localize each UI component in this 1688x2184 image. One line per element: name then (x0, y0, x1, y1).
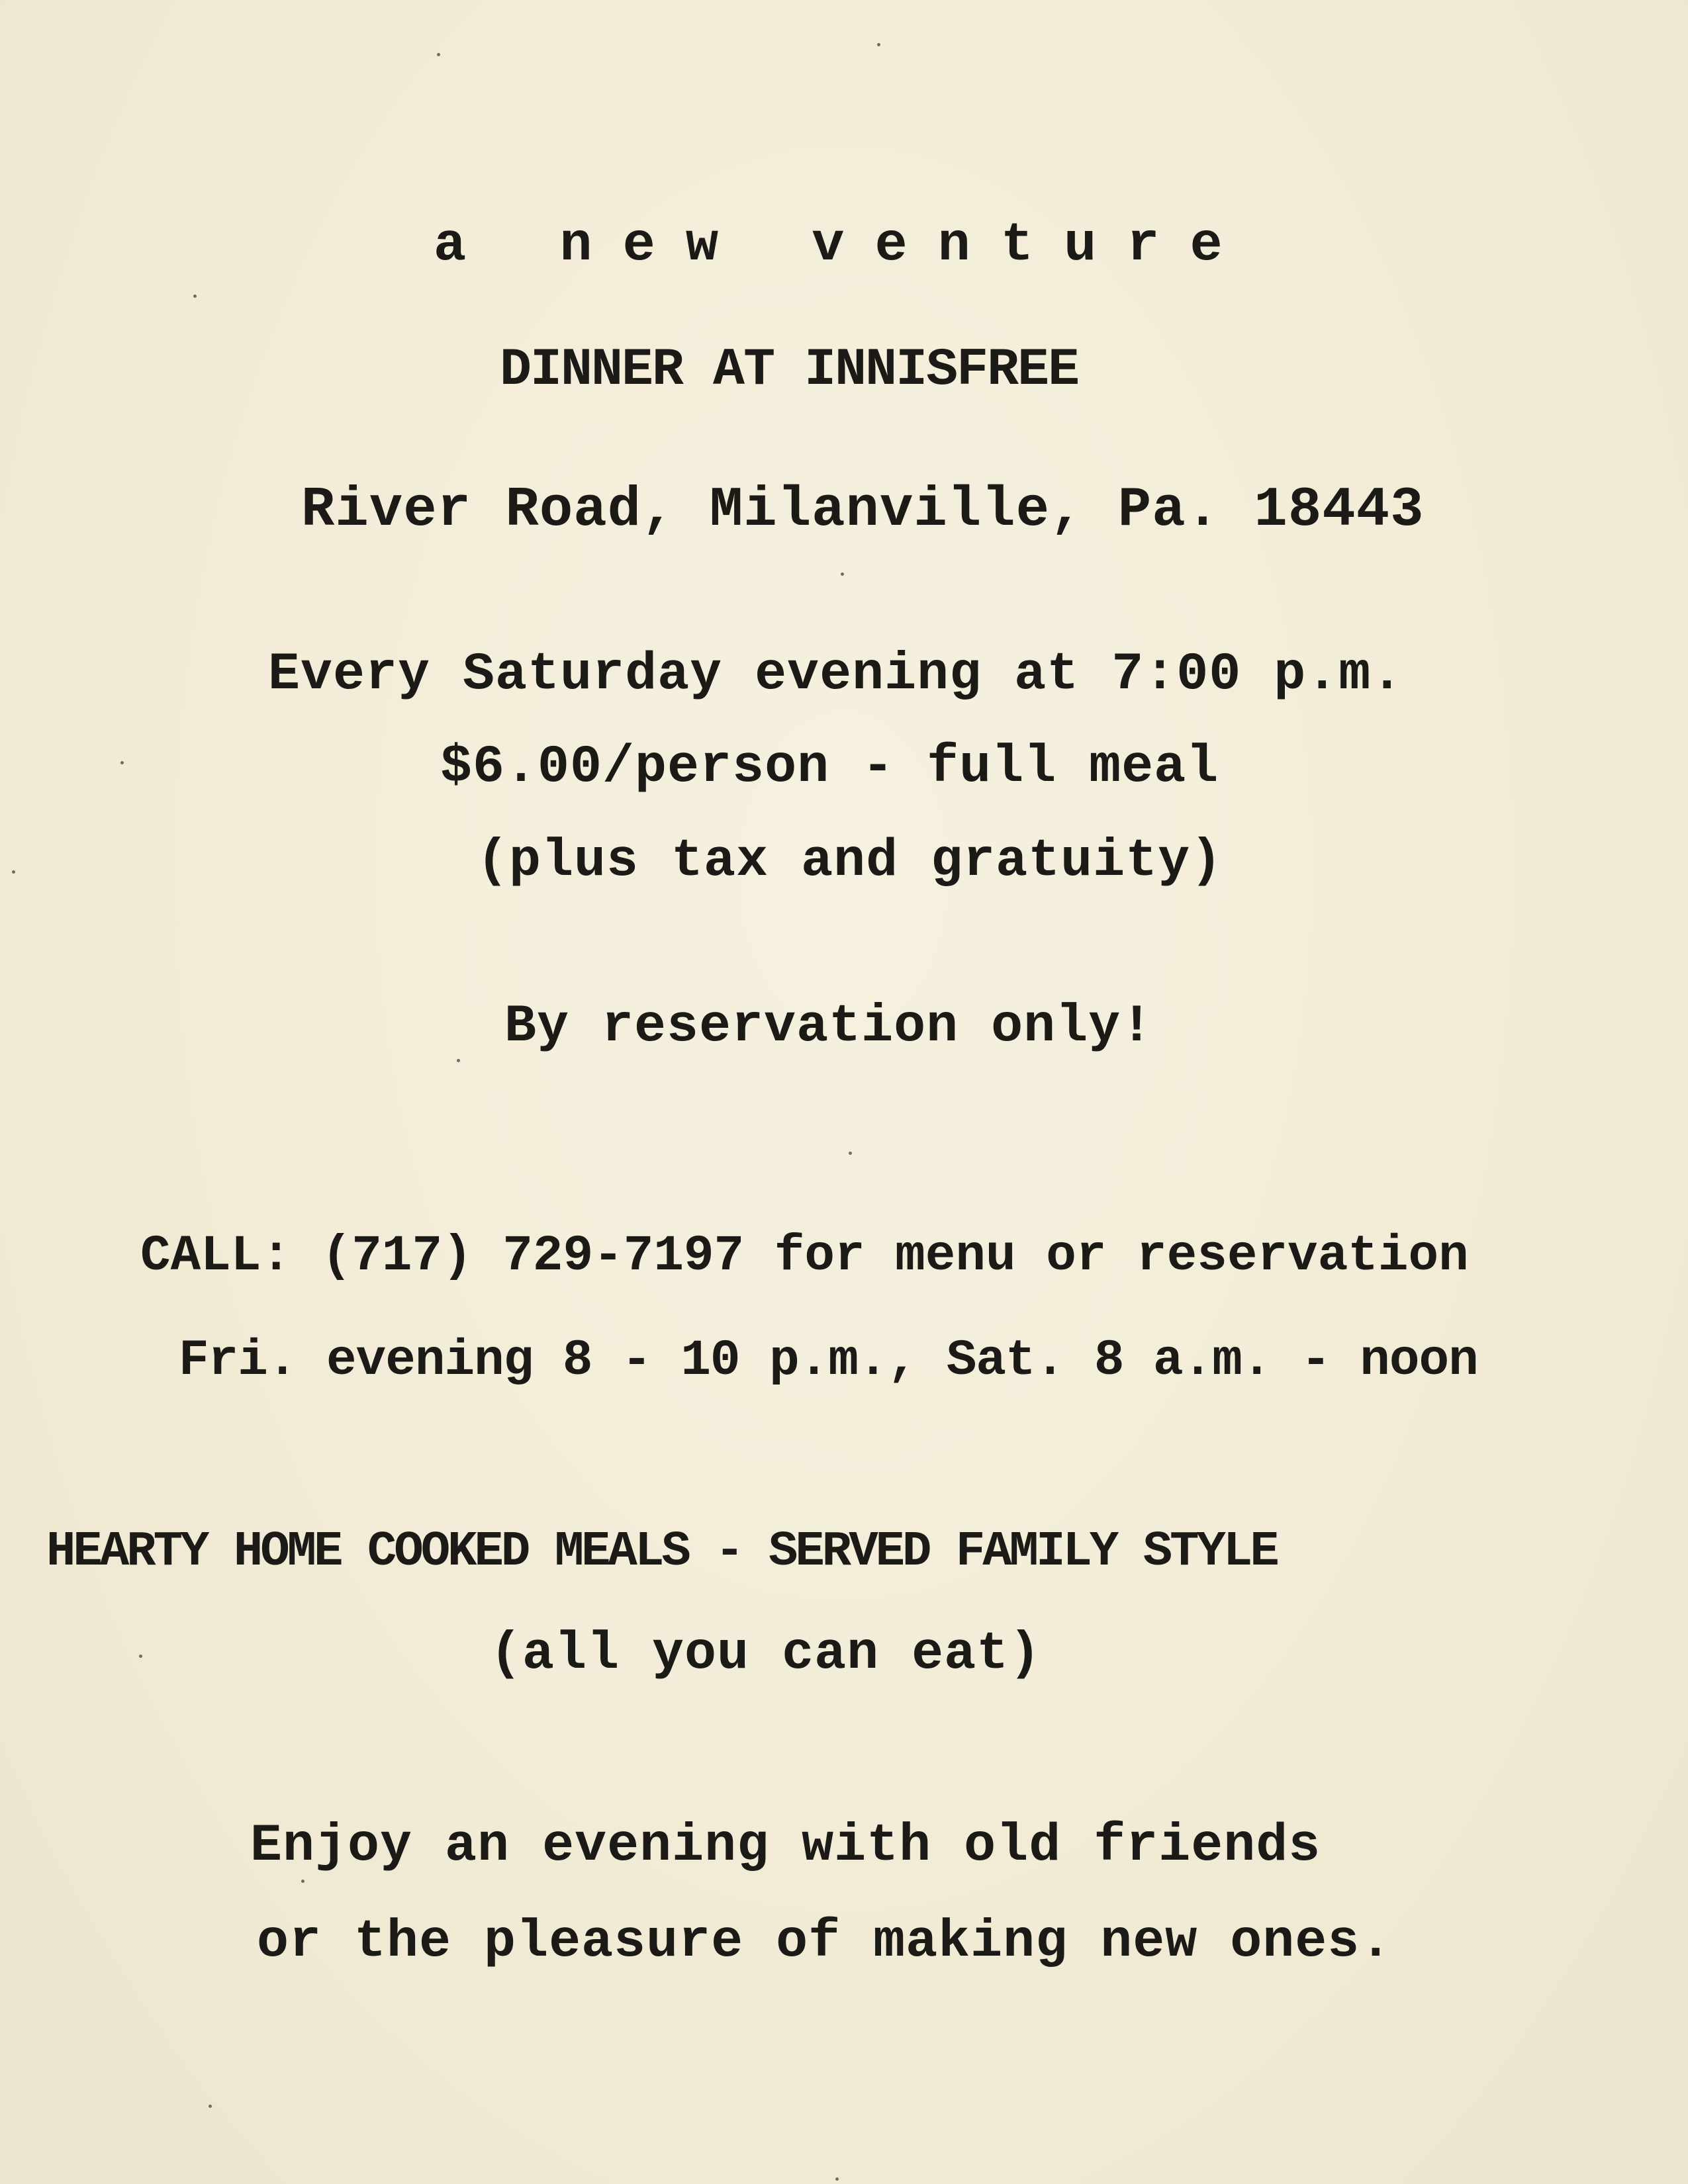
page-title: DINNER AT INNISFREE (500, 340, 1079, 400)
paper-speck (437, 53, 440, 56)
paper-speck (841, 572, 844, 576)
closing-line-1: Enjoy an evening with old friends (250, 1816, 1321, 1876)
tagline: a new venture (434, 214, 1253, 276)
paper-speck (12, 870, 15, 874)
paper-speck (301, 1880, 305, 1883)
meals-note: (all you can eat) (490, 1624, 1042, 1684)
closing-line-2: or the pleasure of making new ones. (257, 1912, 1393, 1972)
call-hours: Fri. evening 8 - 10 p.m., Sat. 8 a.m. - noon (179, 1332, 1478, 1389)
price-note: (plus tax and gratuity) (477, 831, 1223, 891)
price: $6.00/person - full meal (440, 737, 1219, 797)
meals-headline: HEARTY HOME COOKED MEALS - SERVED FAMILY STYLE (46, 1524, 1277, 1580)
paper-speck (193, 295, 197, 298)
schedule: Every Saturday evening at 7:00 p.m. (268, 645, 1404, 705)
address: River Road, Milanville, Pa. 18443 (301, 479, 1425, 542)
paper-speck (457, 1059, 460, 1062)
paper-speck (120, 761, 124, 764)
paper-speck (849, 1152, 852, 1155)
paper-speck (209, 2105, 212, 2108)
paper-speck (139, 1655, 142, 1658)
reservation-note: By reservation only! (504, 997, 1154, 1057)
paper-speck (835, 2177, 839, 2181)
call-line: CALL: (717) 729-7197 for menu or reservation (140, 1228, 1469, 1285)
paper-speck (877, 43, 880, 46)
